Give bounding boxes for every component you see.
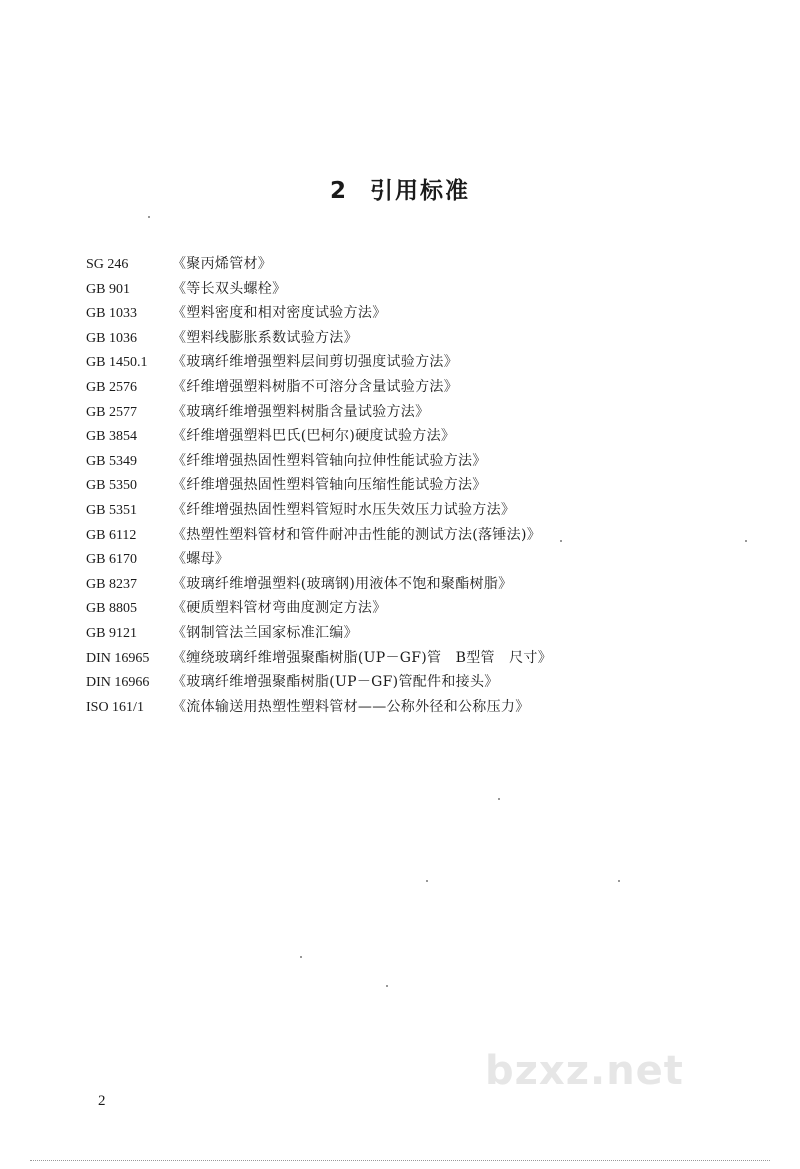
reference-title: 《纤维增强热固性塑料管轴向压缩性能试验方法》 — [172, 477, 487, 494]
reference-code: GB 9121 — [86, 625, 137, 641]
reference-title: 《玻璃纤维增强聚酯树脂(UP－GF)管配件和接头》 — [172, 674, 499, 691]
list-item — [86, 277, 786, 302]
reference-list — [86, 252, 786, 719]
reference-code: GB 1036 — [86, 330, 137, 346]
scan-speck — [560, 540, 562, 542]
list-item — [86, 326, 786, 351]
scan-speck — [300, 956, 302, 958]
reference-title: 《热塑性塑料管材和管件耐冲击性能的测试方法(落锤法)》 — [172, 526, 542, 543]
list-item — [86, 424, 786, 449]
page-number: 2 — [98, 1093, 106, 1109]
section-number: 2 — [329, 178, 348, 204]
reference-title: 《聚丙烯管材》 — [172, 256, 273, 272]
scan-speck — [426, 880, 428, 882]
reference-title: 《钢制管法兰国家标准汇编》 — [172, 624, 358, 641]
watermark: bzxz.net — [485, 1048, 684, 1094]
reference-code: GB 3854 — [86, 429, 137, 445]
list-item — [86, 498, 786, 523]
reference-title: 《硬质塑料管材弯曲度测定方法》 — [172, 600, 387, 617]
scan-speck — [148, 216, 150, 218]
reference-title: 《纤维增强热固性塑料管短时水压失效压力试验方法》 — [172, 501, 516, 518]
reference-code: GB 6112 — [86, 527, 137, 543]
reference-code: GB 5350 — [86, 478, 137, 494]
reference-title: 《玻璃纤维增强塑料树脂含量试验方法》 — [172, 403, 430, 420]
scan-speck — [618, 880, 620, 882]
reference-title: 《玻璃纤维增强塑料(玻璃钢)用液体不饱和聚酯树脂》 — [172, 575, 513, 592]
reference-code: GB 901 — [86, 281, 130, 297]
reference-title: 《螺母》 — [172, 551, 230, 568]
reference-title: 《塑料密度和相对密度试验方法》 — [172, 305, 387, 322]
list-item — [86, 596, 786, 621]
list-item — [86, 473, 786, 498]
reference-code: GB 2576 — [86, 379, 137, 395]
list-item — [86, 350, 786, 375]
reference-title: 《等长双头螺栓》 — [172, 280, 287, 297]
reference-code: ISO 161/1 — [86, 699, 144, 715]
list-item — [86, 375, 786, 400]
list-item — [86, 523, 786, 548]
list-item — [86, 400, 786, 425]
scan-edge — [30, 1159, 770, 1161]
list-item — [86, 621, 786, 646]
scan-speck — [745, 540, 747, 542]
scan-speck — [386, 985, 388, 987]
list-item — [86, 670, 786, 695]
list-item — [86, 695, 786, 720]
list-item — [86, 547, 786, 572]
list-item — [86, 449, 786, 474]
reference-code: GB 8237 — [86, 576, 137, 592]
reference-code: GB 1033 — [86, 306, 137, 322]
reference-code: DIN 16965 — [86, 650, 150, 666]
list-item — [86, 646, 786, 671]
reference-title: 《缠绕玻璃纤维增强聚酯树脂(UP－GF)管 B型管 尺寸》 — [172, 649, 553, 666]
list-item — [86, 572, 786, 597]
reference-code: GB 1450.1 — [86, 355, 148, 371]
section-title: 引用标准 — [370, 178, 470, 204]
reference-title: 《玻璃纤维增强塑料层间剪切强度试验方法》 — [172, 354, 458, 371]
section-heading — [0, 172, 800, 205]
reference-code: GB 2577 — [86, 404, 137, 420]
list-item — [86, 252, 786, 277]
reference-code: DIN 16966 — [86, 675, 150, 691]
reference-code: SG 246 — [86, 257, 129, 272]
reference-code: GB 6170 — [86, 552, 137, 568]
reference-title: 《流体输送用热塑性塑料管材——公称外径和公称压力》 — [172, 698, 530, 715]
reference-title: 《纤维增强热固性塑料管轴向拉伸性能试验方法》 — [172, 452, 487, 469]
reference-title: 《纤维增强塑料巴氏(巴柯尔)硬度试验方法》 — [172, 428, 456, 445]
scan-speck — [498, 798, 500, 800]
list-item — [86, 301, 786, 326]
reference-code: GB 5351 — [86, 502, 137, 518]
reference-code: GB 5349 — [86, 453, 137, 469]
reference-title: 《纤维增强塑料树脂不可溶分含量试验方法》 — [172, 378, 458, 395]
reference-title: 《塑料线膨胀系数试验方法》 — [172, 329, 358, 346]
reference-code: GB 8805 — [86, 601, 137, 617]
